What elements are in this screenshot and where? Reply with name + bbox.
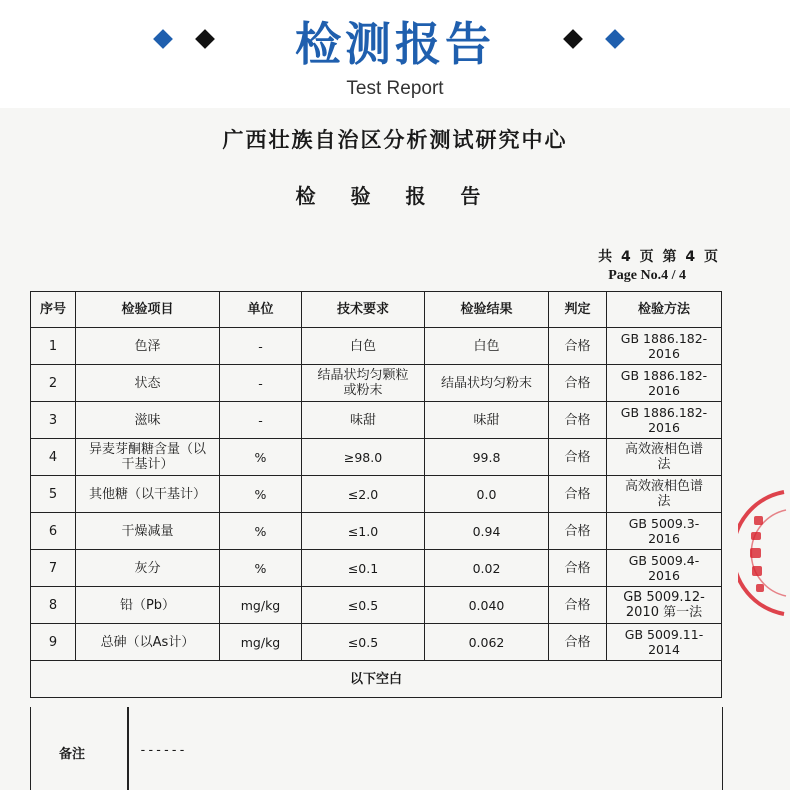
row-item: 异麦芽酮糖含量（以 干基计） [76, 439, 220, 476]
table-row [31, 402, 722, 439]
row-unit: % [220, 513, 302, 550]
row-judgement: 合格 [549, 587, 607, 624]
row-judgement: 合格 [549, 328, 607, 365]
row-judgement: 合格 [549, 402, 607, 439]
blank-note-row [31, 661, 722, 698]
table-row [31, 439, 722, 476]
header-judgement: 判定 [549, 292, 607, 328]
page-count-cn: 共 4 页 第 4 页 [598, 249, 720, 265]
row-no: 6 [31, 513, 76, 550]
table-row [31, 513, 722, 550]
row-method: 高效液相色谱 法 [607, 439, 722, 476]
row-requirement: 结晶状均匀颗粒 或粉末 [302, 365, 425, 402]
row-result: 味甜 [425, 402, 549, 439]
header-result: 检验结果 [425, 292, 549, 328]
row-result: 0.0 [425, 476, 549, 513]
table-row [31, 476, 722, 513]
remarks-value: ------ [139, 743, 186, 758]
row-unit: mg/kg [220, 624, 302, 661]
row-no: 4 [31, 439, 76, 476]
row-unit: % [220, 476, 302, 513]
header-unit: 单位 [220, 292, 302, 328]
row-requirement: ≤2.0 [302, 476, 425, 513]
row-requirement: ≤1.0 [302, 513, 425, 550]
row-no: 8 [31, 587, 76, 624]
row-method: GB 5009.3- 2016 [607, 513, 722, 550]
row-requirement: 味甜 [302, 402, 425, 439]
row-no: 3 [31, 402, 76, 439]
row-no: 9 [31, 624, 76, 661]
row-item: 滋味 [76, 402, 220, 439]
row-no: 5 [31, 476, 76, 513]
banner-title: 检测报告 [295, 17, 495, 71]
row-unit: mg/kg [220, 587, 302, 624]
row-no: 1 [31, 328, 76, 365]
row-judgement: 合格 [549, 513, 607, 550]
row-result: 99.8 [425, 439, 549, 476]
row-requirement: ≤0.5 [302, 587, 425, 624]
row-method: GB 1886.182- 2016 [607, 365, 722, 402]
row-no: 7 [31, 550, 76, 587]
row-unit: % [220, 439, 302, 476]
inspection-seal [738, 488, 790, 618]
row-requirement: ≤0.5 [302, 624, 425, 661]
row-result: 0.040 [425, 587, 549, 624]
row-result: 0.02 [425, 550, 549, 587]
row-method: 高效液相色谱 法 [607, 476, 722, 513]
row-item: 其他糖（以干基计） [76, 476, 220, 513]
table-row [31, 365, 722, 402]
row-method: GB 1886.182- 2016 [607, 328, 722, 365]
table-row [31, 624, 722, 661]
row-result: 0.94 [425, 513, 549, 550]
row-method: GB 1886.182- 2016 [607, 402, 722, 439]
row-result: 白色 [425, 328, 549, 365]
row-result: 0.062 [425, 624, 549, 661]
row-judgement: 合格 [549, 476, 607, 513]
row-judgement: 合格 [549, 550, 607, 587]
row-requirement: 白色 [302, 328, 425, 365]
remarks-divider [127, 707, 129, 790]
row-item: 状态 [76, 365, 220, 402]
remarks-section [30, 707, 723, 790]
row-unit: % [220, 550, 302, 587]
row-result: 结晶状均匀粉末 [425, 365, 549, 402]
row-unit: - [220, 402, 302, 439]
row-item: 总砷（以As计） [76, 624, 220, 661]
row-method: GB 5009.12- 2010 第一法 [607, 587, 722, 624]
row-item: 铅（Pb） [76, 587, 220, 624]
row-item: 灰分 [76, 550, 220, 587]
table-row [31, 587, 722, 624]
row-unit: - [220, 328, 302, 365]
header-requirement: 技术要求 [302, 292, 425, 328]
row-unit: - [220, 365, 302, 402]
organization-name: 广西壮族自治区分析测试研究中心 [222, 128, 568, 152]
header-item: 检验项目 [76, 292, 220, 328]
table-row [31, 550, 722, 587]
row-requirement: ≥98.0 [302, 439, 425, 476]
table-row [31, 328, 722, 365]
row-item: 干燥减量 [76, 513, 220, 550]
row-no: 2 [31, 365, 76, 402]
blank-note: 以下空白 [31, 661, 722, 698]
page-count-en: Page No.4 / 4 [608, 268, 686, 283]
report-banner [0, 0, 790, 110]
row-requirement: ≤0.1 [302, 550, 425, 587]
header-no: 序号 [31, 292, 76, 328]
remarks-label: 备注 [59, 747, 86, 762]
row-item: 色泽 [76, 328, 220, 365]
row-judgement: 合格 [549, 365, 607, 402]
header-method: 检验方法 [607, 292, 722, 328]
document-title: 检 验 报 告 [295, 184, 495, 208]
row-judgement: 合格 [549, 624, 607, 661]
banner-subtitle: Test Report [346, 78, 444, 99]
table-header-row [31, 292, 722, 328]
row-method: GB 5009.4- 2016 [607, 550, 722, 587]
row-judgement: 合格 [549, 439, 607, 476]
row-method: GB 5009.11- 2014 [607, 624, 722, 661]
results-table [30, 291, 722, 698]
